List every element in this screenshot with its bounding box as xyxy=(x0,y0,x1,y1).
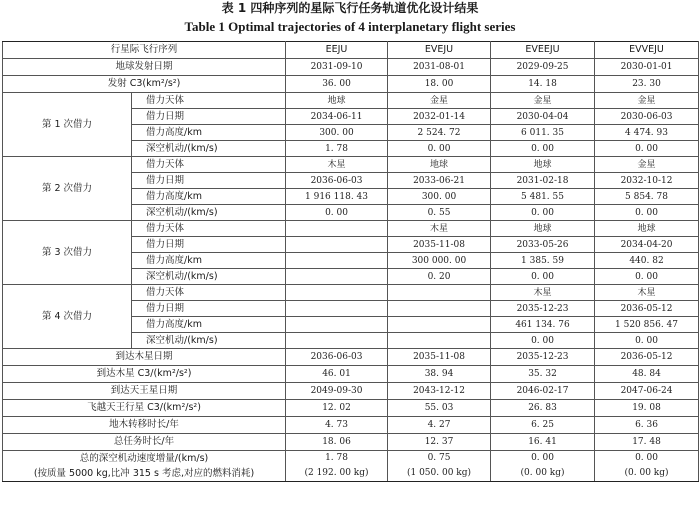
value-cell: 4. 27 xyxy=(388,417,491,434)
value-cell: 26. 83 xyxy=(491,400,595,417)
value-cell xyxy=(388,285,491,301)
header-row xyxy=(3,42,699,59)
assist-group-label: 第 2 次借力 xyxy=(3,157,132,221)
value-cell: 0. 55 xyxy=(388,205,491,221)
value-cell: 2 524. 72 xyxy=(388,125,491,141)
value-cell: 0. 00 xyxy=(388,141,491,157)
value-cell: 5 854. 78 xyxy=(595,189,699,205)
sub-label: 借力高度/km xyxy=(132,125,286,141)
value-cell: 2033-06-21 xyxy=(388,173,491,189)
value-cell: 2032-10-12 xyxy=(595,173,699,189)
table-row xyxy=(3,221,699,237)
table-row xyxy=(3,400,699,417)
sub-label: 借力天体 xyxy=(132,157,286,173)
value-cell: 1 385. 59 xyxy=(491,253,595,269)
value-cell: 地球 xyxy=(286,93,388,109)
value-cell: 16. 41 xyxy=(491,434,595,451)
value-cell: 6 011. 35 xyxy=(491,125,595,141)
value-cell xyxy=(286,301,388,317)
table-row xyxy=(3,93,699,109)
table-row xyxy=(3,434,699,451)
value-cell: 461 134. 76 xyxy=(491,317,595,333)
value-cell: 金星 xyxy=(388,93,491,109)
value-cell: 300. 00 xyxy=(388,189,491,205)
value-cell: 6. 25 xyxy=(491,417,595,434)
value-cell: 300. 00 xyxy=(286,125,388,141)
sub-label: 借力日期 xyxy=(132,301,286,317)
value-cell: 2035-12-23 xyxy=(491,349,595,366)
value-cell: 12. 37 xyxy=(388,434,491,451)
row-label: 到达木星 C3/(km²/s²) xyxy=(3,366,286,383)
value-cell xyxy=(286,317,388,333)
value-cell: 0. 00 xyxy=(595,141,699,157)
table-row xyxy=(3,451,699,482)
sub-label: 深空机动/(km/s) xyxy=(132,141,286,157)
value-cell: 2047-06-24 xyxy=(595,383,699,400)
value-cell: 5 481. 55 xyxy=(491,189,595,205)
value-cell: 1 916 118. 43 xyxy=(286,189,388,205)
row-label: 到达天王星日期 xyxy=(3,383,286,400)
value-cell: 木星 xyxy=(286,157,388,173)
value-cell: 0. 00 xyxy=(491,333,595,349)
value-cell: 0. 00 xyxy=(491,141,595,157)
value-cell: 0. 00 xyxy=(491,269,595,285)
sub-label: 借力日期 xyxy=(132,237,286,253)
value-cell: 0. 20 xyxy=(388,269,491,285)
value-cell: 地球 xyxy=(491,157,595,173)
value-cell: 2032-01-14 xyxy=(388,109,491,125)
value-cell xyxy=(286,269,388,285)
table-row xyxy=(3,366,699,383)
sub-label: 借力高度/km xyxy=(132,253,286,269)
value-cell: 14. 18 xyxy=(491,76,595,93)
value-cell: 17. 48 xyxy=(595,434,699,451)
value-cell xyxy=(286,333,388,349)
value-cell: 金星 xyxy=(595,157,699,173)
value-cell: 2031-02-18 xyxy=(491,173,595,189)
value-cell: 0. 00 xyxy=(286,205,388,221)
value-cell: 36. 00 xyxy=(286,76,388,93)
value-cell: 0. 00 xyxy=(595,205,699,221)
sub-label: 借力天体 xyxy=(132,221,286,237)
value-cell: 2030-06-03 xyxy=(595,109,699,125)
value-cell: 金星 xyxy=(595,93,699,109)
value-cell: 2036-06-03 xyxy=(286,349,388,366)
row-label: 飞越天王行星 C3/(km²/s²) xyxy=(3,400,286,417)
table-row xyxy=(3,349,699,366)
value-cell: 木星 xyxy=(491,285,595,301)
assist-group-label: 第 4 次借力 xyxy=(3,285,132,349)
table-caption-cn: 表 1 四种序列的星际飞行任务轨道优化设计结果 xyxy=(221,1,479,15)
value-cell: 2030-01-01 xyxy=(595,59,699,76)
value-cell: 0. 75 (1 050. 00 kg) xyxy=(388,451,491,482)
value-cell: 4 474. 93 xyxy=(595,125,699,141)
value-cell: 46. 01 xyxy=(286,366,388,383)
value-cell: 2033-05-26 xyxy=(491,237,595,253)
row-label: 地木转移时长/年 xyxy=(3,417,286,434)
header-label: 行星际飞行序列 xyxy=(3,42,286,59)
table-row xyxy=(3,285,699,301)
sub-label: 借力高度/km xyxy=(132,317,286,333)
sub-label: 借力日期 xyxy=(132,109,286,125)
value-cell: 4. 73 xyxy=(286,417,388,434)
value-cell: 440. 82 xyxy=(595,253,699,269)
value-cell: 地球 xyxy=(491,221,595,237)
value-cell: 0. 00 xyxy=(595,269,699,285)
value-cell: 2031-09-10 xyxy=(286,59,388,76)
table-row xyxy=(3,383,699,400)
value-cell: 2036-06-03 xyxy=(286,173,388,189)
value-cell: 1. 78 (2 192. 00 kg) xyxy=(286,451,388,482)
value-cell: 金星 xyxy=(491,93,595,109)
value-cell xyxy=(286,285,388,301)
value-cell: 2030-04-04 xyxy=(491,109,595,125)
value-cell: 地球 xyxy=(595,221,699,237)
sub-label: 借力日期 xyxy=(132,173,286,189)
table-row xyxy=(3,59,699,76)
value-cell: 1 520 856. 47 xyxy=(595,317,699,333)
sub-label: 深空机动/(km/s) xyxy=(132,205,286,221)
value-cell: 2029-09-25 xyxy=(491,59,595,76)
value-cell: 23. 30 xyxy=(595,76,699,93)
value-cell: 2035-11-08 xyxy=(388,237,491,253)
value-cell xyxy=(286,221,388,237)
sub-label: 借力天体 xyxy=(132,93,286,109)
row-label: 发射 C3(km²/s²) xyxy=(3,76,286,93)
value-cell: 0. 00 (0. 00 kg) xyxy=(595,451,699,482)
row-label: 到达木星日期 xyxy=(3,349,286,366)
value-cell: 木星 xyxy=(595,285,699,301)
value-cell: 19. 08 xyxy=(595,400,699,417)
value-cell: 2043-12-12 xyxy=(388,383,491,400)
value-cell: 2036-05-12 xyxy=(595,349,699,366)
value-cell: 18. 00 xyxy=(388,76,491,93)
header-sequence: EVEJU xyxy=(388,42,491,59)
header-sequence: EVVEJU xyxy=(595,42,699,59)
table-row xyxy=(3,417,699,434)
value-cell: 1. 78 xyxy=(286,141,388,157)
value-cell: 2031-08-01 xyxy=(388,59,491,76)
value-cell: 2034-04-20 xyxy=(595,237,699,253)
assist-group-label: 第 1 次借力 xyxy=(3,93,132,157)
trajectory-table xyxy=(2,41,699,482)
value-cell: 12. 02 xyxy=(286,400,388,417)
value-cell xyxy=(286,253,388,269)
value-cell: 6. 36 xyxy=(595,417,699,434)
sub-label: 深空机动/(km/s) xyxy=(132,269,286,285)
sub-label: 借力天体 xyxy=(132,285,286,301)
value-cell: 2034-06-11 xyxy=(286,109,388,125)
value-cell: 300 000. 00 xyxy=(388,253,491,269)
value-cell: 35. 32 xyxy=(491,366,595,383)
assist-group-label: 第 3 次借力 xyxy=(3,221,132,285)
value-cell: 木星 xyxy=(388,221,491,237)
value-cell: 55. 03 xyxy=(388,400,491,417)
value-cell: 38. 94 xyxy=(388,366,491,383)
row-label: 总的深空机动速度增量/(km/s) (按质量 5000 kg,比冲 315 s 考虑,对应的燃料消耗) xyxy=(3,451,286,482)
table-row xyxy=(3,157,699,173)
header-sequence: EEJU xyxy=(286,42,388,59)
value-cell: 18. 06 xyxy=(286,434,388,451)
value-cell: 2035-12-23 xyxy=(491,301,595,317)
sub-label: 深空机动/(km/s) xyxy=(132,333,286,349)
value-cell: 2035-11-08 xyxy=(388,349,491,366)
value-cell: 48. 84 xyxy=(595,366,699,383)
row-label: 地球发射日期 xyxy=(3,59,286,76)
value-cell: 2046-02-17 xyxy=(491,383,595,400)
value-cell xyxy=(388,333,491,349)
table-caption-en: Table 1 Optimal trajectories of 4 interplanetary flight series xyxy=(184,19,516,34)
value-cell: 地球 xyxy=(388,157,491,173)
value-cell: 2049-09-30 xyxy=(286,383,388,400)
value-cell: 2036-05-12 xyxy=(595,301,699,317)
value-cell xyxy=(286,237,388,253)
sub-label: 借力高度/km xyxy=(132,189,286,205)
value-cell: 0. 00 xyxy=(595,333,699,349)
table-row xyxy=(3,76,699,93)
header-sequence: EVEEJU xyxy=(491,42,595,59)
value-cell: 0. 00 xyxy=(491,205,595,221)
value-cell xyxy=(388,317,491,333)
value-cell: 0. 00 (0. 00 kg) xyxy=(491,451,595,482)
value-cell xyxy=(388,301,491,317)
row-label: 总任务时长/年 xyxy=(3,434,286,451)
